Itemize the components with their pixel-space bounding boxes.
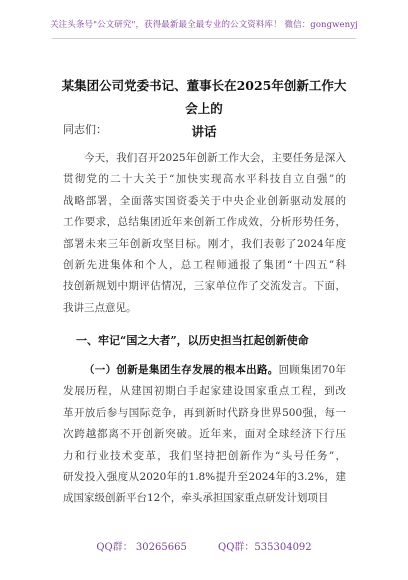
document-title-line-2: 讲话	[191, 124, 217, 139]
subsection-heading-1: （一）创新是集团生存发展的根本出路。	[84, 364, 279, 376]
section-heading-1: 一、牢记“国之大者”，以历史担当扛起创新使命	[76, 334, 309, 347]
header-banner: 关注头条号"公文研究"，获得最新最全最专业的公文资料库！ 微信：gongwenyj	[50, 20, 358, 30]
header-divider	[52, 38, 356, 39]
paragraph-line: 研发投入强度从2020年的1.8%提升至2024年的3.2%，建	[63, 471, 346, 484]
paragraph-line: 今天，我们召开2025年创新工作大会，主要任务是深入	[84, 152, 346, 164]
paragraph-line: 工作要求，总结集团近年来创新工作成效，分析形势任务，	[63, 216, 346, 229]
paragraph-line: 革开放后参与国际竞争，再到新时代跻身世界500强，每一	[63, 406, 346, 419]
paragraph-line: 战略部署，全面落实国资委关于中央企业创新驱动发展的	[63, 194, 346, 207]
paragraph-line-text: 回顾集团70年	[278, 364, 346, 376]
document-title-line-1: 某集团公司党委书记、董事长在2025年创新工作大会上的	[61, 78, 347, 116]
paragraph-line: 我讲三点意见。	[63, 301, 137, 314]
paragraph-line: 成国家级创新平台12个，牵头承担国家重点研发计划项目	[63, 492, 329, 505]
paragraph-line: 发展历程，从建国初期白手起家建设国家重点工程，到改	[63, 385, 346, 398]
paragraph-intro	[63, 148, 346, 319]
paragraph-line: 创新先进集体和个人，总工程师通报了集团“十四五”科	[63, 259, 346, 272]
paragraph-line: 贯彻党的二十大关于“加快实现高水平科技自立自强”的	[63, 173, 346, 186]
paragraph-line	[63, 360, 346, 381]
footer-contact	[0, 538, 408, 553]
paragraph-line: 技创新规划中期评估情况，三家单位作了交流发言。下面，	[63, 280, 346, 293]
paragraph-line: 次跨越都离不开创新突破。近年来，面对全球经济下行压	[63, 428, 346, 441]
salutation: 同志们：	[63, 123, 107, 136]
paragraph-line: 部署未来三年创新攻坚目标。刚才，我们表彰了2024年度	[63, 237, 346, 250]
footer-qq-group-1: QQ群： 30265665	[96, 542, 187, 553]
paragraph-section-1	[63, 360, 346, 510]
footer-qq-group-2: QQ群：535304092	[218, 542, 312, 553]
paragraph-line: 力和行业技术变革，我们坚持把创新作为“头号任务”，	[63, 449, 346, 462]
